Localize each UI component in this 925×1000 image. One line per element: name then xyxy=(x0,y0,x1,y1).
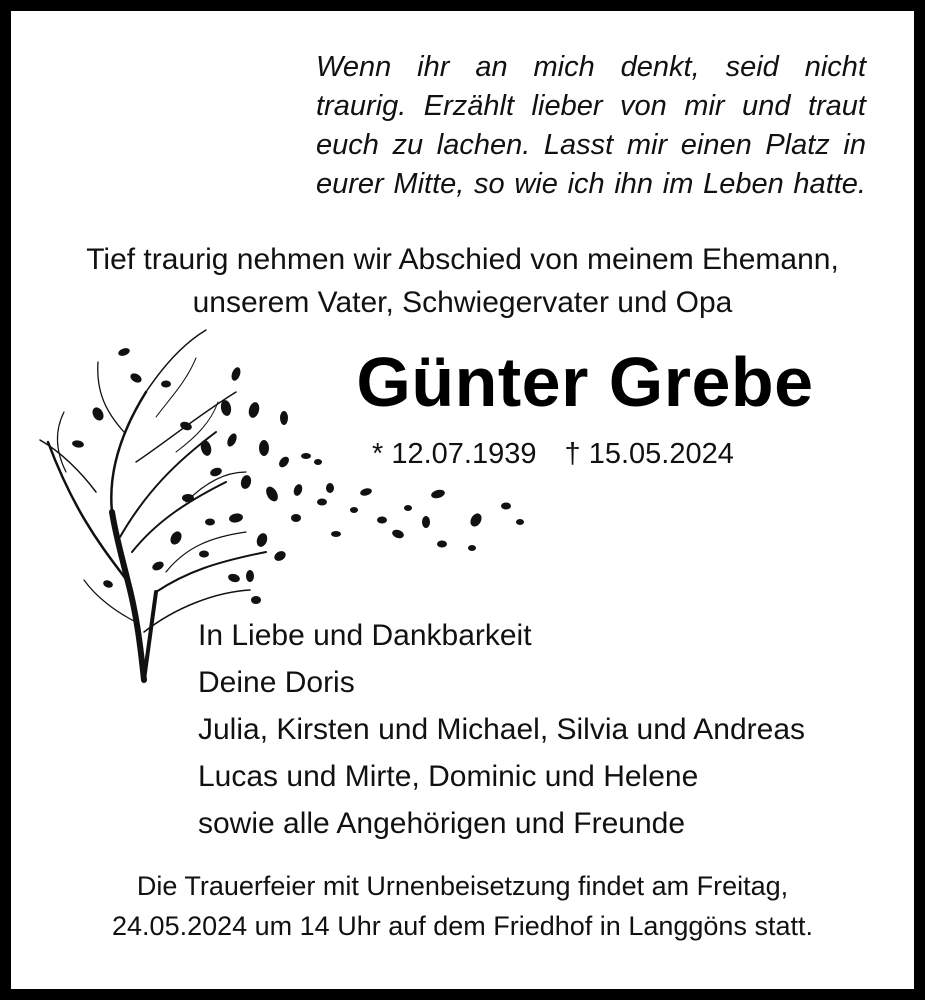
funeral-service-notice xyxy=(30,866,895,946)
memorial-quote xyxy=(316,48,866,204)
family-line: Lucas und Mirte, Dominic und Helene xyxy=(198,760,699,793)
quote-line: euch zu lachen. Lasst mir einen Platz in xyxy=(316,129,866,161)
family-line: In Liebe und Dankbarkeit xyxy=(198,619,532,652)
farewell-intro xyxy=(30,238,895,324)
service-line: 24.05.2024 um 14 Uhr auf dem Friedhof in Langgöns statt. xyxy=(112,911,813,941)
family-line: Deine Doris xyxy=(198,666,355,699)
service-line: Die Trauerfeier mit Urnenbeisetzung findet am Freitag, xyxy=(136,871,789,901)
family-line: sowie alle Angehörigen und Freunde xyxy=(198,807,686,840)
intro-line: Tief traurig nehmen wir Abschied von meinem Ehemann, xyxy=(86,243,839,276)
quote-line: eurer Mitte, so wie ich ihn im Leben hatte. xyxy=(316,168,866,200)
quote-line: traurig. Erzählt lieber von mir und traut xyxy=(316,90,866,122)
deceased-name: Günter Grebe xyxy=(356,343,814,421)
bereaved-family-list xyxy=(198,612,888,847)
family-line: Julia, Kirsten und Michael, Silvia und Andreas xyxy=(198,713,806,746)
birth-date: * 12.07.1939 xyxy=(372,438,537,470)
quote-line: Wenn ihr an mich denkt, seid nicht xyxy=(316,51,866,83)
life-dates xyxy=(372,434,812,474)
intro-line: unserem Vater, Schwiegervater und Opa xyxy=(192,286,733,319)
death-date: † 15.05.2024 xyxy=(564,438,734,470)
